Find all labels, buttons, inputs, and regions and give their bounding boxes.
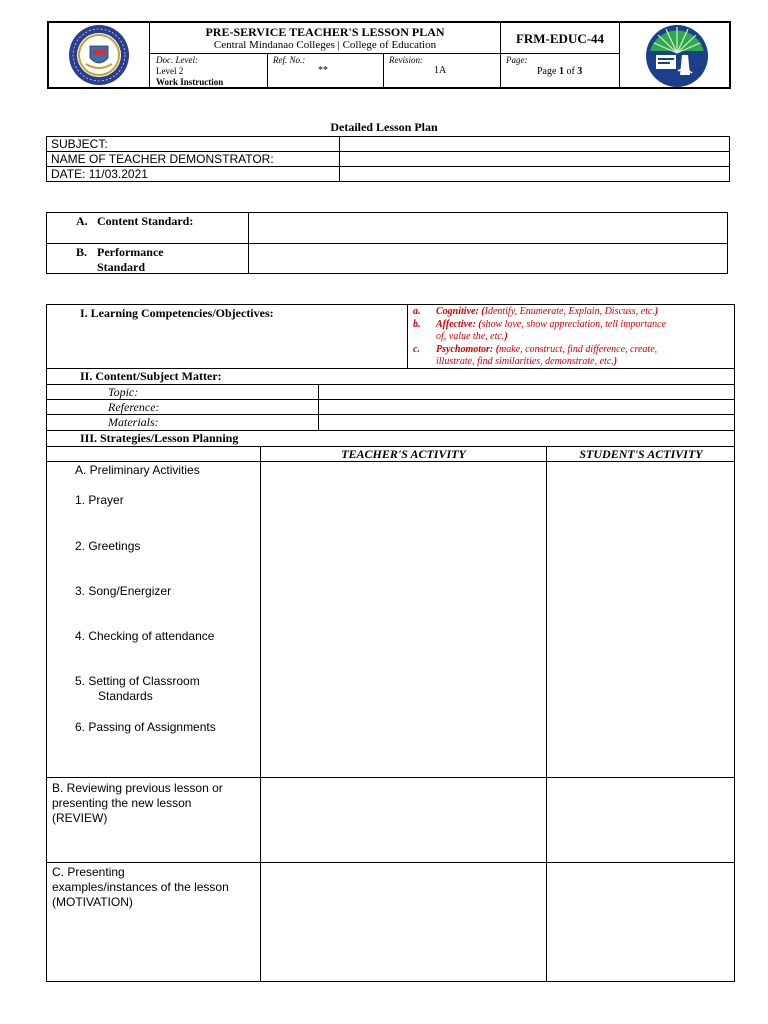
lesson-info-table [46, 136, 730, 182]
performance-standard-letter: B. [76, 245, 88, 259]
form-subtitle: Central Mindanao Colleges | College of Education [213, 39, 437, 51]
psychomotor-close: ) [613, 356, 618, 367]
teacher-activity-header: TEACHER'S ACTIVITY [341, 447, 466, 461]
affective-text-1: show love, show appreciation, tell importance [481, 319, 666, 330]
strategies-heading: III. Strategies/Lesson Planning [80, 431, 239, 445]
table-divider [407, 304, 408, 368]
objectives-heading: I. Learning Competencies/Objectives: [80, 306, 274, 320]
teacher-label: NAME OF TEACHER DEMONSTRATOR: [47, 152, 340, 167]
teacher-activity-preliminary-cell[interactable] [261, 462, 546, 777]
psychomotor-objective [436, 344, 657, 355]
reference-label: Reference: [108, 400, 160, 414]
teacher-activity-motivation-cell[interactable] [261, 863, 546, 981]
college-of-education-logo [644, 23, 710, 89]
psychomotor-text-1: make, construct, find difference, create, [499, 344, 658, 355]
motivation-label-line-1: C. Presenting [52, 865, 125, 879]
student-activity-header: STUDENT'S ACTIVITY [579, 447, 703, 461]
psychomotor-label: Psychomotor: ( [436, 344, 500, 355]
affective-objective-cont [436, 331, 508, 342]
activity-song-energizer: 3. Song/Energizer [75, 584, 172, 598]
student-activity-review-cell[interactable] [547, 778, 734, 862]
student-activity-preliminary-cell[interactable] [547, 462, 734, 777]
review-label-line-2: presenting the new lesson [52, 796, 192, 810]
materials-label: Materials: [108, 415, 159, 429]
affective-close: ) [504, 331, 508, 342]
activity-passing-assignments: 6. Passing of Assignments [75, 720, 216, 734]
student-activity-motivation-cell[interactable] [547, 863, 734, 981]
ref-label: Ref. No.: [273, 55, 306, 65]
doc-level-value: Level 2 [156, 66, 184, 76]
content-matter-heading: II. Content/Subject Matter: [80, 369, 222, 383]
page-of: of [563, 66, 578, 77]
revision-label: Revision: [389, 55, 423, 65]
cognitive-text: Identify, Enumerate, Explain, Discuss, etc. [484, 306, 655, 317]
subject-value-cell[interactable] [340, 137, 730, 152]
review-label-line-3: (REVIEW) [52, 811, 108, 825]
page-label: Page: [506, 55, 528, 65]
activity-classroom-standards-cont: Standards [98, 689, 153, 703]
date-value-cell[interactable] [340, 167, 730, 182]
cognitive-close: ) [654, 306, 659, 317]
teacher-value-cell[interactable] [340, 152, 730, 167]
performance-standard-label-1: Performance [97, 245, 164, 259]
page-total: 3 [577, 66, 583, 77]
topic-value-cell[interactable] [319, 385, 734, 399]
revision-value: 1A [434, 65, 447, 76]
standards-divider [46, 243, 728, 244]
topic-label: Topic: [108, 385, 139, 399]
psychomotor-text-2: illustrate, find similarities, demonstrate, etc. [436, 356, 614, 367]
affective-letter: b. [413, 319, 421, 330]
psychomotor-letter: c. [413, 344, 420, 355]
cognitive-letter: a. [413, 306, 421, 317]
subject-label: SUBJECT: [47, 137, 340, 152]
motivation-label-line-3: (MOTIVATION) [52, 895, 133, 909]
materials-value-cell[interactable] [319, 415, 734, 430]
psychomotor-objective-cont [436, 356, 617, 367]
ref-value: ** [318, 65, 328, 76]
activity-greetings: 2. Greetings [75, 539, 141, 553]
header-divider [149, 53, 619, 54]
activity-prayer: 1. Prayer [75, 493, 124, 507]
motivation-label-line-2: examples/instances of the lesson [52, 880, 229, 894]
document-title: Detailed Lesson Plan [330, 120, 438, 134]
content-standard-label: Content Standard: [97, 214, 194, 228]
performance-standard-label-2: Standard [97, 260, 146, 274]
review-label-line-1: B. Reviewing previous lesson or [52, 781, 223, 795]
content-standard-letter: A. [76, 214, 88, 228]
cognitive-label: Cognitive: ( [436, 306, 485, 317]
header-divider [619, 22, 620, 89]
form-title: PRE-SERVICE TEACHER'S LESSON PLAN [205, 25, 445, 39]
college-seal-logo [68, 24, 130, 86]
preliminary-activities-label: A. Preliminary Activities [75, 463, 200, 477]
header-divider [383, 53, 384, 89]
header-divider [267, 53, 268, 89]
affective-label: Affective: ( [436, 319, 482, 330]
activity-classroom-standards: 5. Setting of Classroom [75, 674, 200, 688]
reference-value-cell[interactable] [319, 400, 734, 414]
form-code: FRM-EDUC-44 [515, 31, 605, 46]
page-indicator [537, 66, 582, 77]
doc-level-type: Work Instruction [156, 77, 224, 87]
affective-objective [436, 319, 666, 330]
cognitive-objective [436, 306, 658, 317]
page-number: 1 [558, 66, 564, 77]
activity-checking-attendance: 4. Checking of attendance [75, 629, 215, 643]
date-label: DATE: 11/03.2021 [47, 167, 340, 182]
affective-text-2: of, value the, etc. [436, 331, 505, 342]
teacher-activity-review-cell[interactable] [261, 778, 546, 862]
page-prefix: Page [537, 66, 559, 77]
doc-level-label: Doc. Level: [156, 55, 198, 65]
